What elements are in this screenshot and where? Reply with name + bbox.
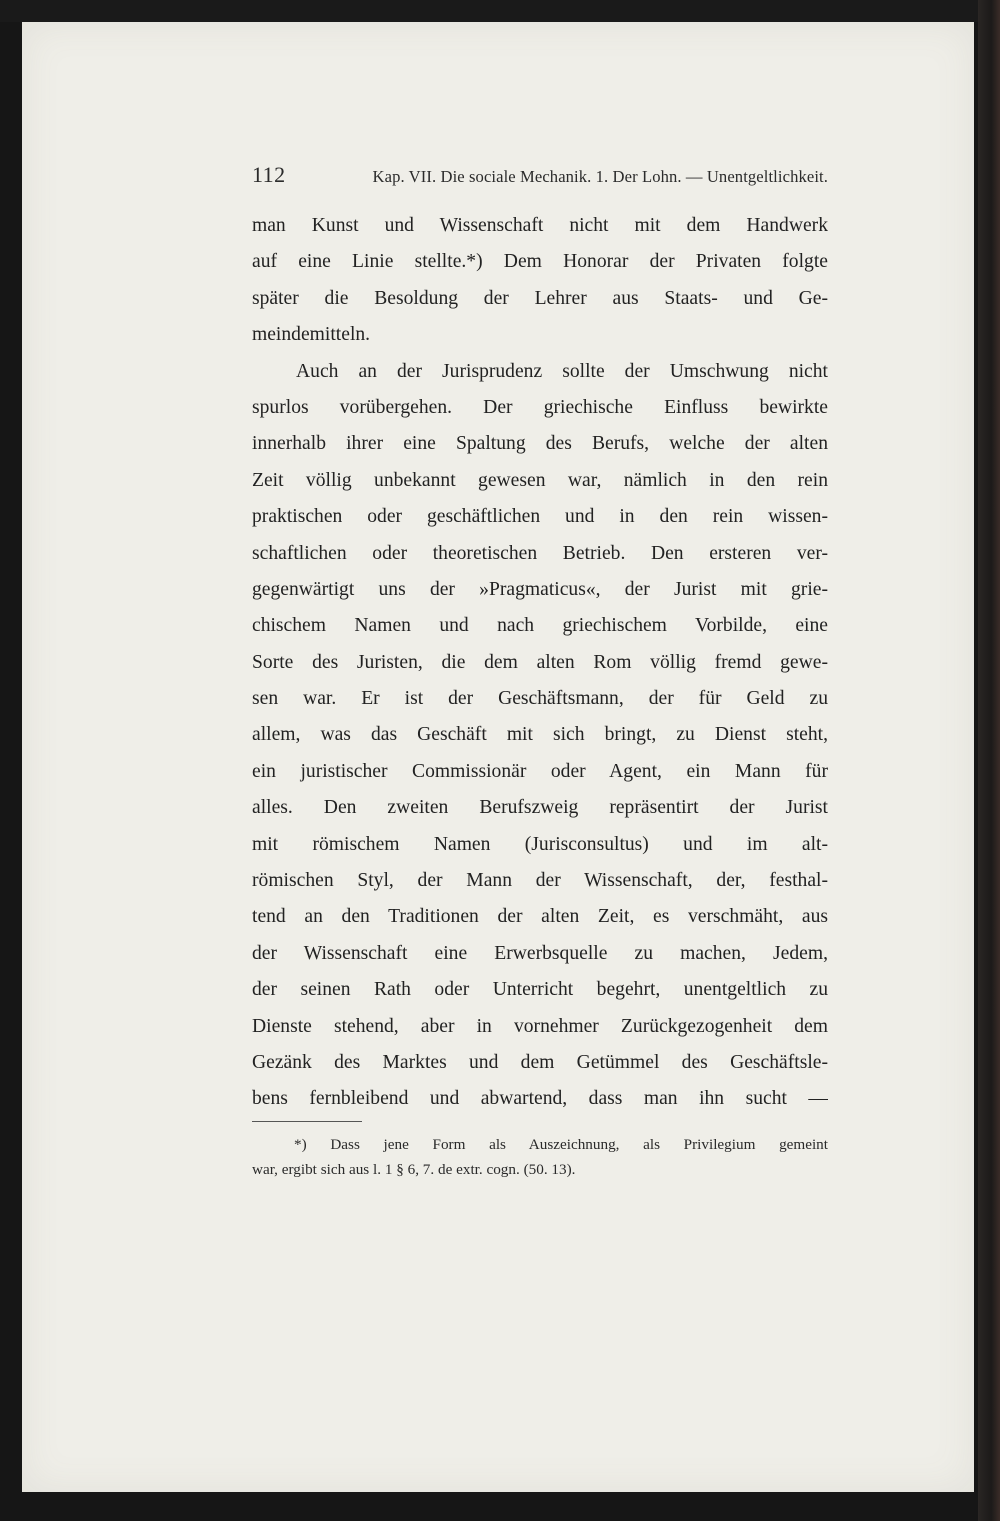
text-line: spurlos vorübergehen. Der griechische Einfluss bewirkte [252,396,828,418]
body-text [252,208,828,1118]
footnote-line: war, ergibt sich aus l. 1 § 6, 7. de extr. cogn. (50. 13). [252,1161,576,1178]
text-line: Gezänk des Marktes und dem Getümmel des Geschäftsle- [252,1051,828,1073]
text-line: Zeit völlig unbekannt gewesen war, nämlich in den rein [252,469,828,491]
running-head [252,162,828,192]
text-line: bens fernbleibend und abwartend, dass man ihn sucht — [252,1088,828,1110]
text-line: tend an den Traditionen der alten Zeit, es verschmäht, aus [252,906,828,928]
text-line: Dienste stehend, aber in vornehmer Zurückgezogenheit dem [252,1015,828,1037]
scan-border-top [0,0,1000,22]
footnote-divider [252,1121,362,1122]
text-line: Sorte des Juristen, die dem alten Rom völlig fremd gewe- [252,651,828,673]
text-line: ein juristischer Commissionär oder Agent, ein Mann für [252,760,828,782]
text-line: schaftlichen oder theoretischen Betrieb. Den ersteren ver- [252,542,828,564]
text-line: der Wissenschaft eine Erwerbsquelle zu machen, Jedem, [252,942,828,964]
text-line: später die Besoldung der Lehrer aus Staats- und Ge- [252,287,828,309]
text-line: gegenwärtigt uns der »Pragmaticus«, der Jurist mit grie- [252,578,828,600]
scan-border-right [978,0,1000,1521]
text-line: alles. Den zweiten Berufszweig repräsentirt der Jurist [252,797,828,819]
text-line: meindemitteln. [252,324,371,346]
text-line: Auch an der Jurisprudenz sollte der Umschwung nicht [296,360,828,382]
text-line: der seinen Rath oder Unterricht begehrt, unentgeltlich zu [252,979,828,1001]
text-line: allem, was das Geschäft mit sich bringt, zu Dienst steht, [252,724,828,746]
running-title: Kap. VII. Die sociale Mechanik. 1. Der Lohn. — Unentgeltlichkeit. [372,167,828,186]
text-line: praktischen oder geschäftlichen und in den rein wissen- [252,506,828,528]
footnote [252,1132,828,1182]
text-line: mit römischem Namen (Jurisconsultus) und im alt- [252,833,828,855]
text-line: sen war. Er ist der Geschäftsmann, der für Geld zu [252,688,828,710]
text-line: römischen Styl, der Mann der Wissenschaft, der, festhal- [252,870,828,892]
text-line: chischem Namen und nach griechischem Vorbilde, eine [252,615,828,637]
text-line: auf eine Linie stellte.*) Dem Honorar der Privaten folgte [252,251,828,273]
text-line: man Kunst und Wissenschaft nicht mit dem Handwerk [252,215,828,236]
footnote-line: *) Dass jene Form als Auszeichnung, als Privilegium gemeint [294,1136,828,1153]
text-line: innerhalb ihrer eine Spaltung des Berufs, welche der alten [252,433,828,455]
page-number: 112 [252,162,286,187]
